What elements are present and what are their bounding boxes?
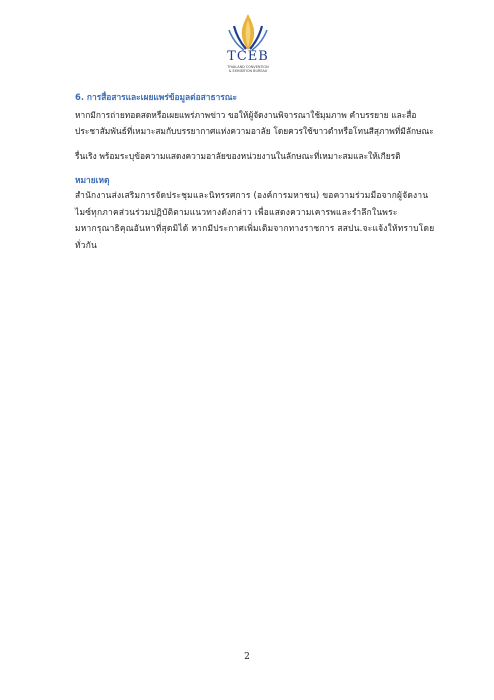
tceb-logo [224,12,272,74]
flame-icon [224,12,272,52]
note-body: สำนักงานส่งเสริมการจัดประชุมและนิทรรศการ (องค์การมหาชน) ขอความร่วมมือจากผู้จัดงานไมซ์ทุกภาคส่วนร่วมปฏิบัติตามแนวทางดังกล่าว เพื่อแสดงความเคารพและรำลึกในพระมหากรุณาธิคุณอันหาที่สุดมิได้ หากมีประกาศเพิ่มเติมจากทางราชการ สสปน.จะแจ้งให้ทราบโดยทั่วกัน [75,190,435,250]
logo-subtitle-line2: & EXHIBITION BUREAU [228,69,268,73]
section-paragraph-1: หากมีการถ่ายทอดสดหรือเผยแพร่ภาพข่าว ขอให้ผู้จัดงานพิจารณาใช้มุมภาพ คำบรรยาย และสื่อประชาสัมพันธ์ที่เหมาะสมกับบรรยากาศแห่งความอาลัย โดยควรใช้ขาวดำหรือโทนสีสุภาพที่มีลักษณะ [75,110,434,136]
section-paragraph-2: รื่นเริง พร้อมระบุข้อความแสดงความอาลัยของหน่วยงานในลักษณะที่เหมาะสมและให้เกียรติ [75,151,401,161]
logo-wordmark: TCEB [227,49,269,64]
logo-subtitle-line1: THAILAND CONVENTION [227,65,269,69]
note-heading: หมายเหตุ [75,175,110,185]
logo-subtitle [220,65,276,73]
section-heading: 6. การสื่อสารและเผยแพร่ข้อมูลต่อสาธารณะ [75,92,238,102]
document-body [75,90,435,253]
page-number: 2 [244,652,250,662]
